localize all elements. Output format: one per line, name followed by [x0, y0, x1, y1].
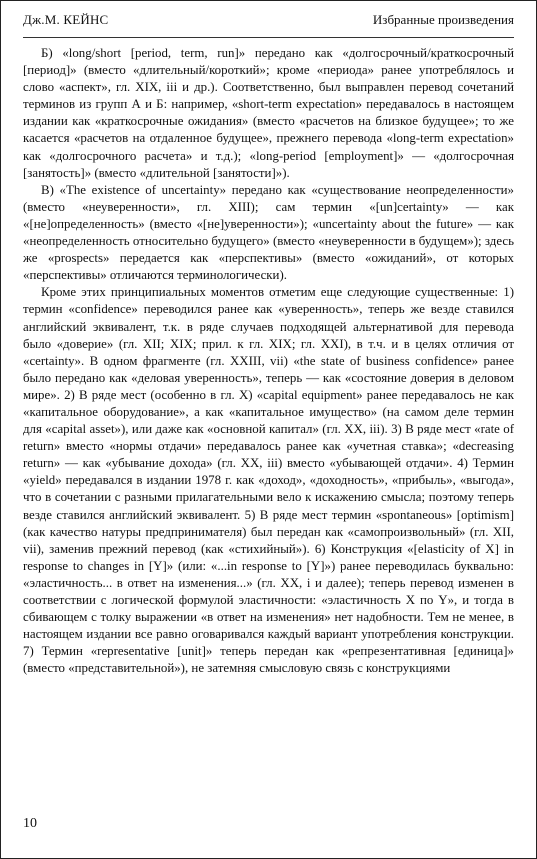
header-rule: [23, 37, 514, 38]
paragraph-b: Б) «long/short [period, term, run]» передано как «долгосрочный/краткосрочный [период]» (вместо «длительный/короткий»; кроме «периода» ранее употреблялось и слово «аспект», гл. XIX, iii и др.). Соответственно, был выправлен перевод сочетаний терминов из групп А и Б: например, «short-term expectation» передавалось в настоящем издании как «краткосрочные ожидания» (вместо «расчетов на близкое будущее»; то же касается «расчетов на отдаленное будущее», прежнего перевода «long-term expectation» как «долгосрочного расчета» и т.д.); «long-period [employment]» — «долгосрочная [занятость]» (вместо «длительной [занятости]»).: [23, 46, 514, 180]
running-header-author: Дж.М. КЕЙНС: [23, 12, 109, 27]
paragraph-v: В) «The existence of uncertainty» передано как «существование неопределенности» (вместо «неуверенности», гл. XIII); сам термин «[un]certainty» — как «[не]определенность» (вместо «[не]уверенности»); «uncertainty about the future» — как «неопределенность относительно будущего» (вместо «неуверенности в будущем»); здесь же «prospects» передается как «перспективы» (вместо «ожиданий», от которых «перспективы» отличаются терминологически).: [23, 182, 514, 283]
running-header-book-title: Избранные произведения: [372, 12, 514, 27]
page-number: 10: [23, 816, 37, 831]
running-header: [1, 1, 536, 39]
paragraph-other-points: Кроме этих принципиальных моментов отметим еще следующие существенные: 1) термин «confidence» переводился ранее как «уверенность», теперь же везде ставился английский эквивалент, т.к. в ряде случаев подходящей альтернативой для перевода было «доверие» (гл. XII; XIX; прил. к гл. XIX; гл. XXI), в т.ч. и в целях отличия от «certainty». В одном фрагменте (гл. XXIII, vii) «the state of business confidence» ранее было передано как «деловая уверенность», теперь — как «состояние доверия в деловом мире». 2) В ряде мест (особенно в гл. X) «capital equipment» ранее передавалось не как «капитальное оборудование», а как «капитальное имущество» (на самом деле термин для «capital asset»), или даже как «основной капитал» (гл. XX, iii). 3) В ряде мест «rate of return» вместо «нормы отдачи» передавалось ранее как «учетная ставка»; «decreasing return» — как «убывание дохода» (гл. XX, iii) вместо «убывающей отдачи». 4) Термин «yield» передавался в издании 1978 г. как «доход», «доходность», «прибыль», «выгода», что в сочетании с разными прилагательными вело к искажению смысла; поэтому теперь везде ставился английский эквивалент. 5) В ряде мест термин «spontaneous» [optimism] (как качество натуры предпринимателя) был передан как «самопроизвольный» (гл. XII, vii), заменив прежний перевод (как «стихийный»). 6) Конструкция «[elasticity of X] in response to changes in [Y]» (или: «...in response to [Y]») ранее переводилась буквально: «эластичность... в ответ на изменения...» (гл. XX, i и далее); теперь перевод изменен в соответствии с логической формулой эластичности: «эластичность X по Y», и тогда в сбивающем с толку выражении «в ответ на изменения» нет надобности. Тем не менее, в настоящем издании все равно оговаривался каждый вариант употребления конструкции. 7) Термин «representative [unit]» теперь передан как «репрезентативная [единица]» (вместо «представительной»), не затемняя смысловую связь с конструкциями: [23, 285, 514, 676]
page-body: [23, 45, 514, 677]
